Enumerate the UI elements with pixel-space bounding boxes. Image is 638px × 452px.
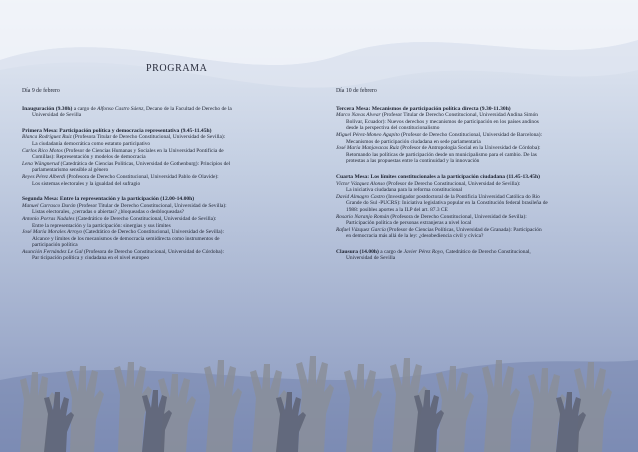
speaker-name: Reyes Pérez Alberdi bbox=[22, 173, 66, 180]
closing bbox=[336, 249, 622, 262]
closing-label: Clausura (14.00h) bbox=[336, 248, 379, 255]
speaker-role-cont: en democracia más allá de la ley: ¿desobediencia civil y cívica? bbox=[346, 233, 484, 240]
speaker-role: (Investigador postdoctoral de la Pontificia Universidad Católica do Rio bbox=[384, 193, 540, 200]
talk-title: La iniciativa ciudadana para la reforma constitucional bbox=[346, 187, 463, 194]
talk-title: Listas electorales, ¿cerradas o abiertas? ¿bloqueadas o desbloqueadas? bbox=[32, 209, 185, 216]
talk-title-cont: protestas a las propuestas entre la continuidad y la innovación bbox=[346, 158, 480, 165]
talk-title: Entre la representación y la participación: sinergias y sus límites bbox=[32, 222, 171, 229]
speaker-role-cont: desde la perspectiva del constitucionalismo bbox=[346, 125, 440, 132]
inauguration-label: Inauguración (9.30h) bbox=[22, 105, 73, 112]
session-two-title: Segunda Mesa: Entre la representación y la participación (12.00-14.00h) bbox=[22, 196, 195, 203]
speaker-role-cont: Comillas): Representación y modelos de democracia bbox=[32, 154, 146, 161]
speaker-role-cont: 1988: posibles aportes a la ILP del art. 87.3 CE bbox=[346, 206, 448, 213]
list-item bbox=[22, 249, 302, 262]
speaker-name: Manuel Carrasco Durán bbox=[22, 202, 76, 209]
inauguration bbox=[22, 106, 302, 119]
speaker-name: Miguel Pérez-Moneo Agapito bbox=[336, 131, 400, 138]
page-title: PROGRAMA bbox=[146, 63, 208, 74]
speaker-role: (Catedrática de Ciencias Políticas, Universidad de Gothenburg): Principios del bbox=[59, 160, 231, 167]
session-four bbox=[336, 174, 622, 240]
speaker-role: (Catedrático de Derecho Constitucional, Universidad de Sevilla): bbox=[82, 229, 224, 236]
talk-title: Retomando las políticas de participación desde un municipalismo para el cambio. De las bbox=[346, 151, 537, 158]
list-item bbox=[336, 145, 622, 165]
speaker-role-cont: Bolívar, Ecuador): Nuevos derechos y mecanismos de participación en los países andinos bbox=[346, 118, 539, 125]
day-two-column bbox=[336, 88, 622, 271]
list-item bbox=[22, 174, 302, 187]
speaker-role: (Profesor de Derecho Constitucional, Universidad de Barcelona): bbox=[399, 131, 542, 138]
list-item bbox=[336, 112, 622, 132]
talk-title: Participación política de personas extranjeras a nivel local bbox=[346, 220, 472, 227]
list-item bbox=[336, 214, 622, 227]
speaker-role: (Profesor de Derecho Constitucional, Universidad de Sevilla): bbox=[385, 180, 521, 187]
talk-title: Alcance y límites de los mecanismos de democracia semidirecta como instrumentos de bbox=[32, 235, 220, 242]
inauguration-speaker: Alfonso Castro Sáenz bbox=[97, 105, 144, 112]
speaker-role-cont: Grande do Sul -PUCRS): Iniciativa legislativa popular en la Constitución federal brasileña de bbox=[346, 200, 548, 207]
speaker-name: Blanca Rodríguez Ruiz bbox=[22, 134, 72, 141]
talk-title-cont: participación política bbox=[32, 242, 78, 249]
speaker-role: (Profesor Titular de Derecho Constitucional, Universidad de Sevilla): bbox=[75, 202, 227, 209]
list-item bbox=[336, 194, 622, 214]
list-item bbox=[336, 227, 622, 240]
inauguration-role-line2: Universidad de Sevilla bbox=[32, 112, 82, 119]
list-item bbox=[22, 229, 302, 249]
speaker-name: José María Manjavacas Ruiz bbox=[336, 145, 400, 152]
day-one-column bbox=[22, 88, 302, 271]
speaker-role: (Profesora de Derecho Constitucional, Universidad de Córdoba): bbox=[82, 248, 224, 255]
day-two-date: Día 10 de febrero bbox=[336, 88, 377, 94]
closing-speaker: Javier Pérez Royo bbox=[403, 248, 443, 255]
talk-title: Los sistemas electorales y la igualdad del sufragio bbox=[32, 180, 141, 187]
speaker-name: Rafael Vázquez García bbox=[336, 226, 386, 233]
talk-title: La ciudadanía democrática como estatuto participativo bbox=[32, 140, 151, 147]
speaker-name: Lena Wängnerud bbox=[22, 160, 60, 167]
list-item bbox=[22, 203, 302, 216]
closing-role-line2: Universidad de Sevilla bbox=[346, 255, 396, 262]
closing-connector: a cargo de bbox=[378, 248, 404, 255]
speaker-role: (Profesor de Antropología Social en la Universidad de Córdoba): bbox=[399, 145, 541, 152]
list-item bbox=[22, 216, 302, 229]
session-three-title: Tercera Mesa: Mecanismos de participación política directa (9.30-11.30h) bbox=[336, 105, 511, 112]
speaker-name: José María Morales Arroyo bbox=[22, 229, 83, 236]
session-two bbox=[22, 196, 302, 262]
inauguration-role: , Decano de la Facultad de Derecho de la bbox=[143, 105, 232, 112]
session-one-title: Primera Mesa: Participación política y democracia representativa (9.45-11.45h) bbox=[22, 127, 212, 134]
day-one-date: Día 9 de febrero bbox=[22, 88, 60, 94]
session-one bbox=[22, 128, 302, 187]
speaker-role: (Catedrático de Derecho Constitucional, Universidad de Sevilla): bbox=[74, 215, 217, 222]
list-item bbox=[22, 134, 302, 147]
list-item bbox=[336, 181, 622, 194]
list-item bbox=[336, 132, 622, 145]
speaker-role: (Profesora de Derecho Constitucional, Universidad Pablo de Olavide): bbox=[65, 173, 219, 180]
speaker-name: Asunción Fernández Le Gal bbox=[22, 248, 83, 255]
speaker-role-cont: parlamentarismo sensible al género bbox=[32, 167, 109, 174]
session-three bbox=[336, 106, 622, 165]
speaker-name: David Almagro Castro bbox=[336, 193, 385, 200]
talk-title: Mecanismos de participación ciudadana en sede parlamentaria bbox=[346, 138, 481, 145]
speaker-name: Víctor Vázquez Alonso bbox=[336, 180, 386, 187]
speaker-name: Antonio Porras Nadales bbox=[22, 215, 75, 222]
talk-title: Par ticipación política y ciudadana en el nivel europeo bbox=[32, 255, 150, 262]
speaker-name: Carlos Rico Motos bbox=[22, 147, 63, 154]
speaker-role: (Profesora Titular de Derecho Constitucional, Universidad de Sevilla): bbox=[71, 134, 226, 141]
speaker-role: (Profesora de Derecho Constitucional, Universidad de Sevilla): bbox=[389, 213, 527, 220]
speaker-role: (Profesor de Ciencias Humanas y Sociales en la Universidad Pontificia de bbox=[62, 147, 224, 154]
speaker-role: (Profesor Titular de Derecho Constitucional, Universidad Andina Simón bbox=[380, 112, 538, 119]
list-item bbox=[22, 161, 302, 174]
speaker-role: (Profesor de Ciencias Políticas, Universidad de Granada): Participación bbox=[385, 226, 542, 233]
speaker-name: Rosario Naranjo Román bbox=[336, 213, 390, 220]
list-item bbox=[22, 148, 302, 161]
session-four-title: Cuarta Mesa: Los límites constitucionales a la participación ciudadana (11.45-13.45h) bbox=[336, 173, 541, 180]
closing-role: , Catedrático de Derecho Constitucional, bbox=[442, 248, 531, 255]
speaker-name: Marco Navas Alvear bbox=[336, 112, 381, 119]
inauguration-connector: a cargo de bbox=[72, 105, 98, 112]
